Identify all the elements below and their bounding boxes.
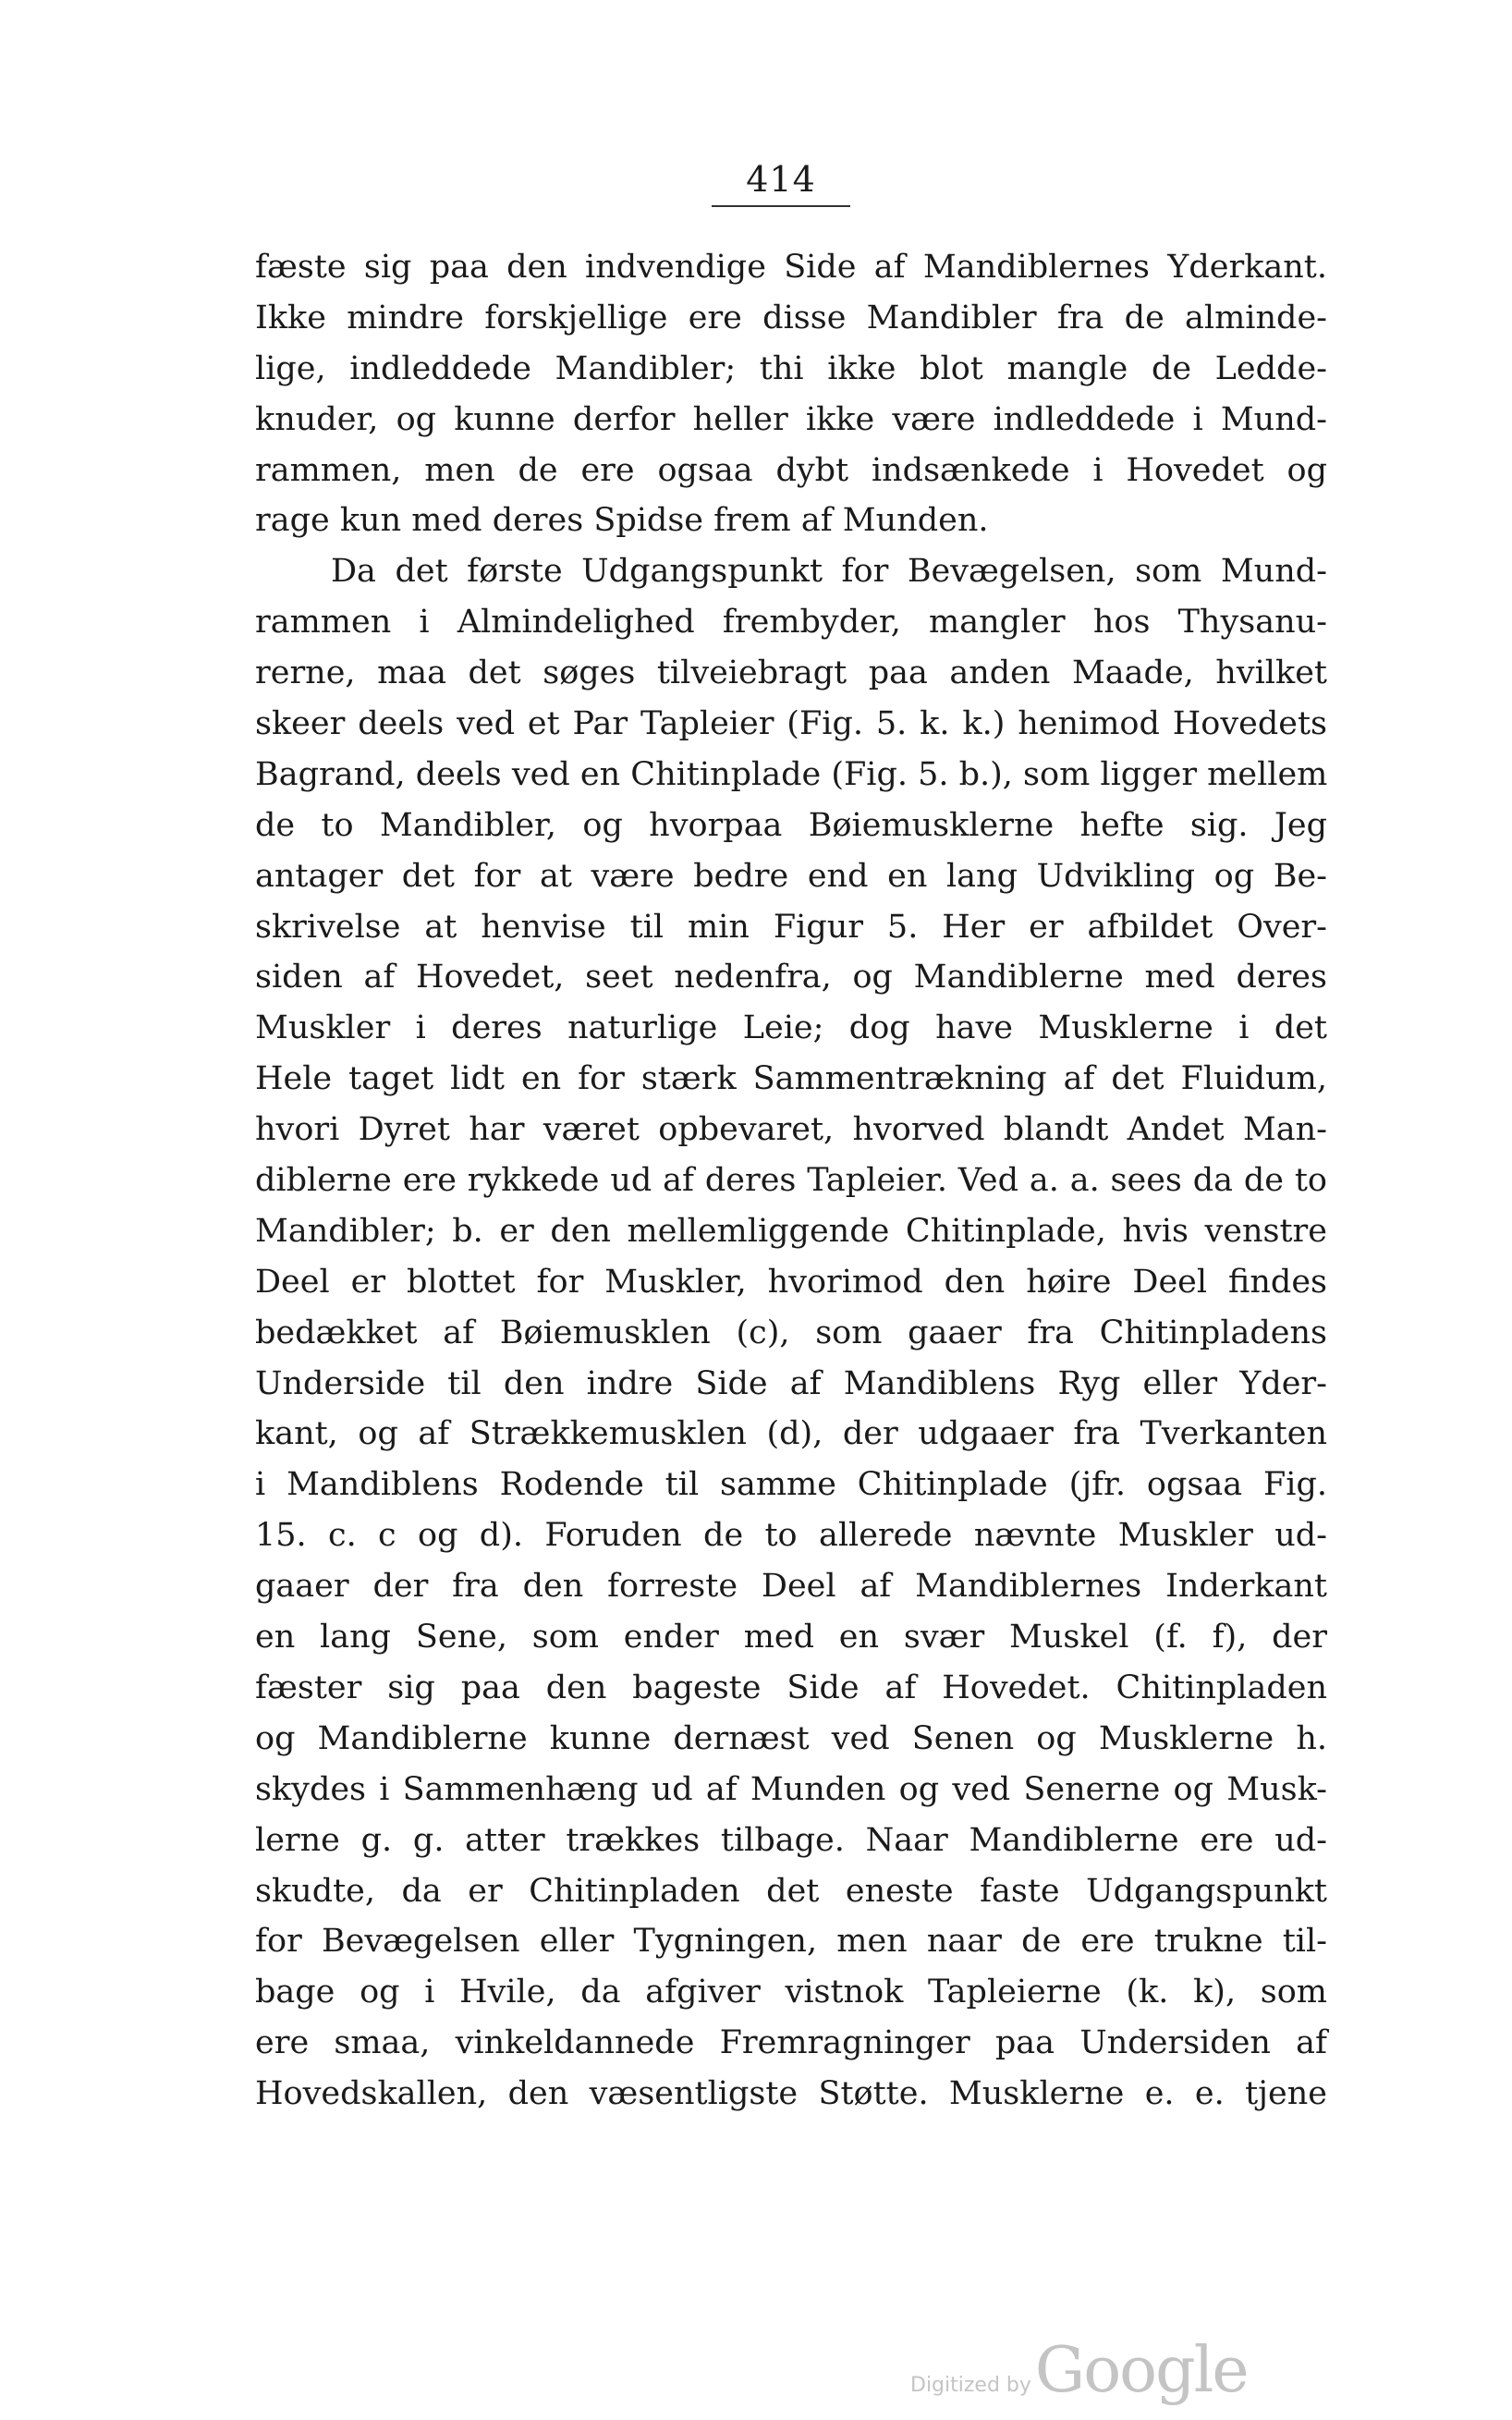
text-line: 15. c. c og d). Foruden de to allerede nævnte Muskler ud- xyxy=(255,1517,1327,1555)
text-line: rammen i Almindelighed frembyder, mangler hos Thysanu- xyxy=(255,604,1327,642)
text-line: Muskler i deres naturlige Leie; dog have Musklerne i det xyxy=(255,1009,1327,1047)
digitized-by-label: Digitized by xyxy=(910,2374,1031,2397)
text-line: Hovedskallen, den væsentligste Støtte. Musklerne e. e. tjene xyxy=(255,2075,1327,2113)
text-line: knuder, og kunne derfor heller ikke være indleddede i Mund- xyxy=(255,400,1327,438)
page-body xyxy=(255,242,1327,2120)
text-line: lige, indleddede Mandibler; thi ikke blot mangle de Ledde- xyxy=(255,349,1327,387)
text-line: antager det for at være bedre end en lang Udvikling og Be- xyxy=(255,857,1327,895)
text-line: rammen, men de ere ogsaa dybt indsænkede i Hovedet og xyxy=(255,451,1327,489)
text-line: Da det første Udgangspunkt for Bevægelsen, som Mund- xyxy=(331,553,1327,591)
text-line: Deel er blottet for Muskler, hvorimod den høire Deel findes xyxy=(255,1263,1327,1301)
page-number-underline xyxy=(712,205,850,207)
text-line: Underside til den indre Side af Mandiblens Ryg eller Yder- xyxy=(255,1364,1327,1402)
text-line: siden af Hovedet, seet nedenfra, og Mandiblerne med deres xyxy=(255,959,1327,996)
text-line: rerne, maa det søges tilveiebragt paa anden Maade, hvilket xyxy=(255,654,1327,692)
text-line: rage kun med deres Spidse frem af Munden. xyxy=(255,502,989,540)
text-line: fæste sig paa den indvendige Side af Mandiblernes Yderkant. xyxy=(255,249,1327,286)
text-line: Mandibler; b. er den mellemliggende Chitinplade, hvis venstre xyxy=(255,1212,1327,1250)
text-line: skeer deels ved et Par Tapleier (Fig. 5. k. k.) henimod Hovedets xyxy=(255,705,1327,743)
google-logo: Google xyxy=(1034,2334,1248,2407)
text-line: lerne g. g. atter trækkes tilbage. Naar Mandiblerne ere ud- xyxy=(255,1821,1327,1859)
text-line: for Bevægelsen eller Tygningen, men naar de ere trukne til- xyxy=(255,1923,1327,1961)
text-line: diblerne ere rykkede ud af deres Tapleier. Ved a. a. sees da de to xyxy=(255,1162,1327,1200)
text-line: gaaer der fra den forreste Deel af Mandiblernes Inderkant xyxy=(255,1568,1327,1606)
text-line: de to Mandibler, og hvorpaa Bøiemusklerne hefte sig. Jeg xyxy=(255,806,1327,844)
text-line: Ikke mindre forskjellige ere disse Mandibler fra de alminde- xyxy=(255,299,1327,336)
text-line: hvori Dyret har været opbevaret, hvorved blandt Andet Man- xyxy=(255,1111,1327,1149)
text-line: skudte, da er Chitinpladen det eneste faste Udgangspunkt xyxy=(255,1872,1327,1910)
text-line: bedækket af Bøiemusklen (c), som gaaer fra Chitinpladens xyxy=(255,1314,1327,1351)
text-line: fæster sig paa den bageste Side af Hovedet. Chitinpladen xyxy=(255,1668,1327,1706)
text-line: skydes i Sammenhæng ud af Munden og ved Senerne og Musk- xyxy=(255,1770,1327,1808)
page-number: 414 xyxy=(746,159,816,200)
text-line: Hele taget lidt en for stærk Sammentrækning af det Fluidum, xyxy=(255,1060,1327,1098)
text-line: en lang Sene, som ender med en svær Muskel (f. f), der xyxy=(255,1619,1327,1656)
text-line: Bagrand, deels ved en Chitinplade (Fig. 5. b.), som ligger mellem xyxy=(255,755,1328,793)
digitized-by-watermark xyxy=(910,2334,1248,2407)
text-line: ere smaa, vinkeldannede Fremragninger paa Undersiden af xyxy=(255,2024,1327,2062)
text-line: bage og i Hvile, da afgiver vistnok Tapleierne (k. k), som xyxy=(255,1974,1327,2011)
text-line: kant, og af Strækkemusklen (d), der udgaaer fra Tverkanten xyxy=(255,1415,1327,1453)
text-line: i Mandiblens Rodende til samme Chitinplade (jfr. ogsaa Fig. xyxy=(255,1466,1327,1504)
text-line: skrivelse at henvise til min Figur 5. Her er afbildet Over- xyxy=(255,908,1327,946)
text-line: og Mandiblerne kunne dernæst ved Senen og Musklerne h. xyxy=(255,1719,1327,1757)
